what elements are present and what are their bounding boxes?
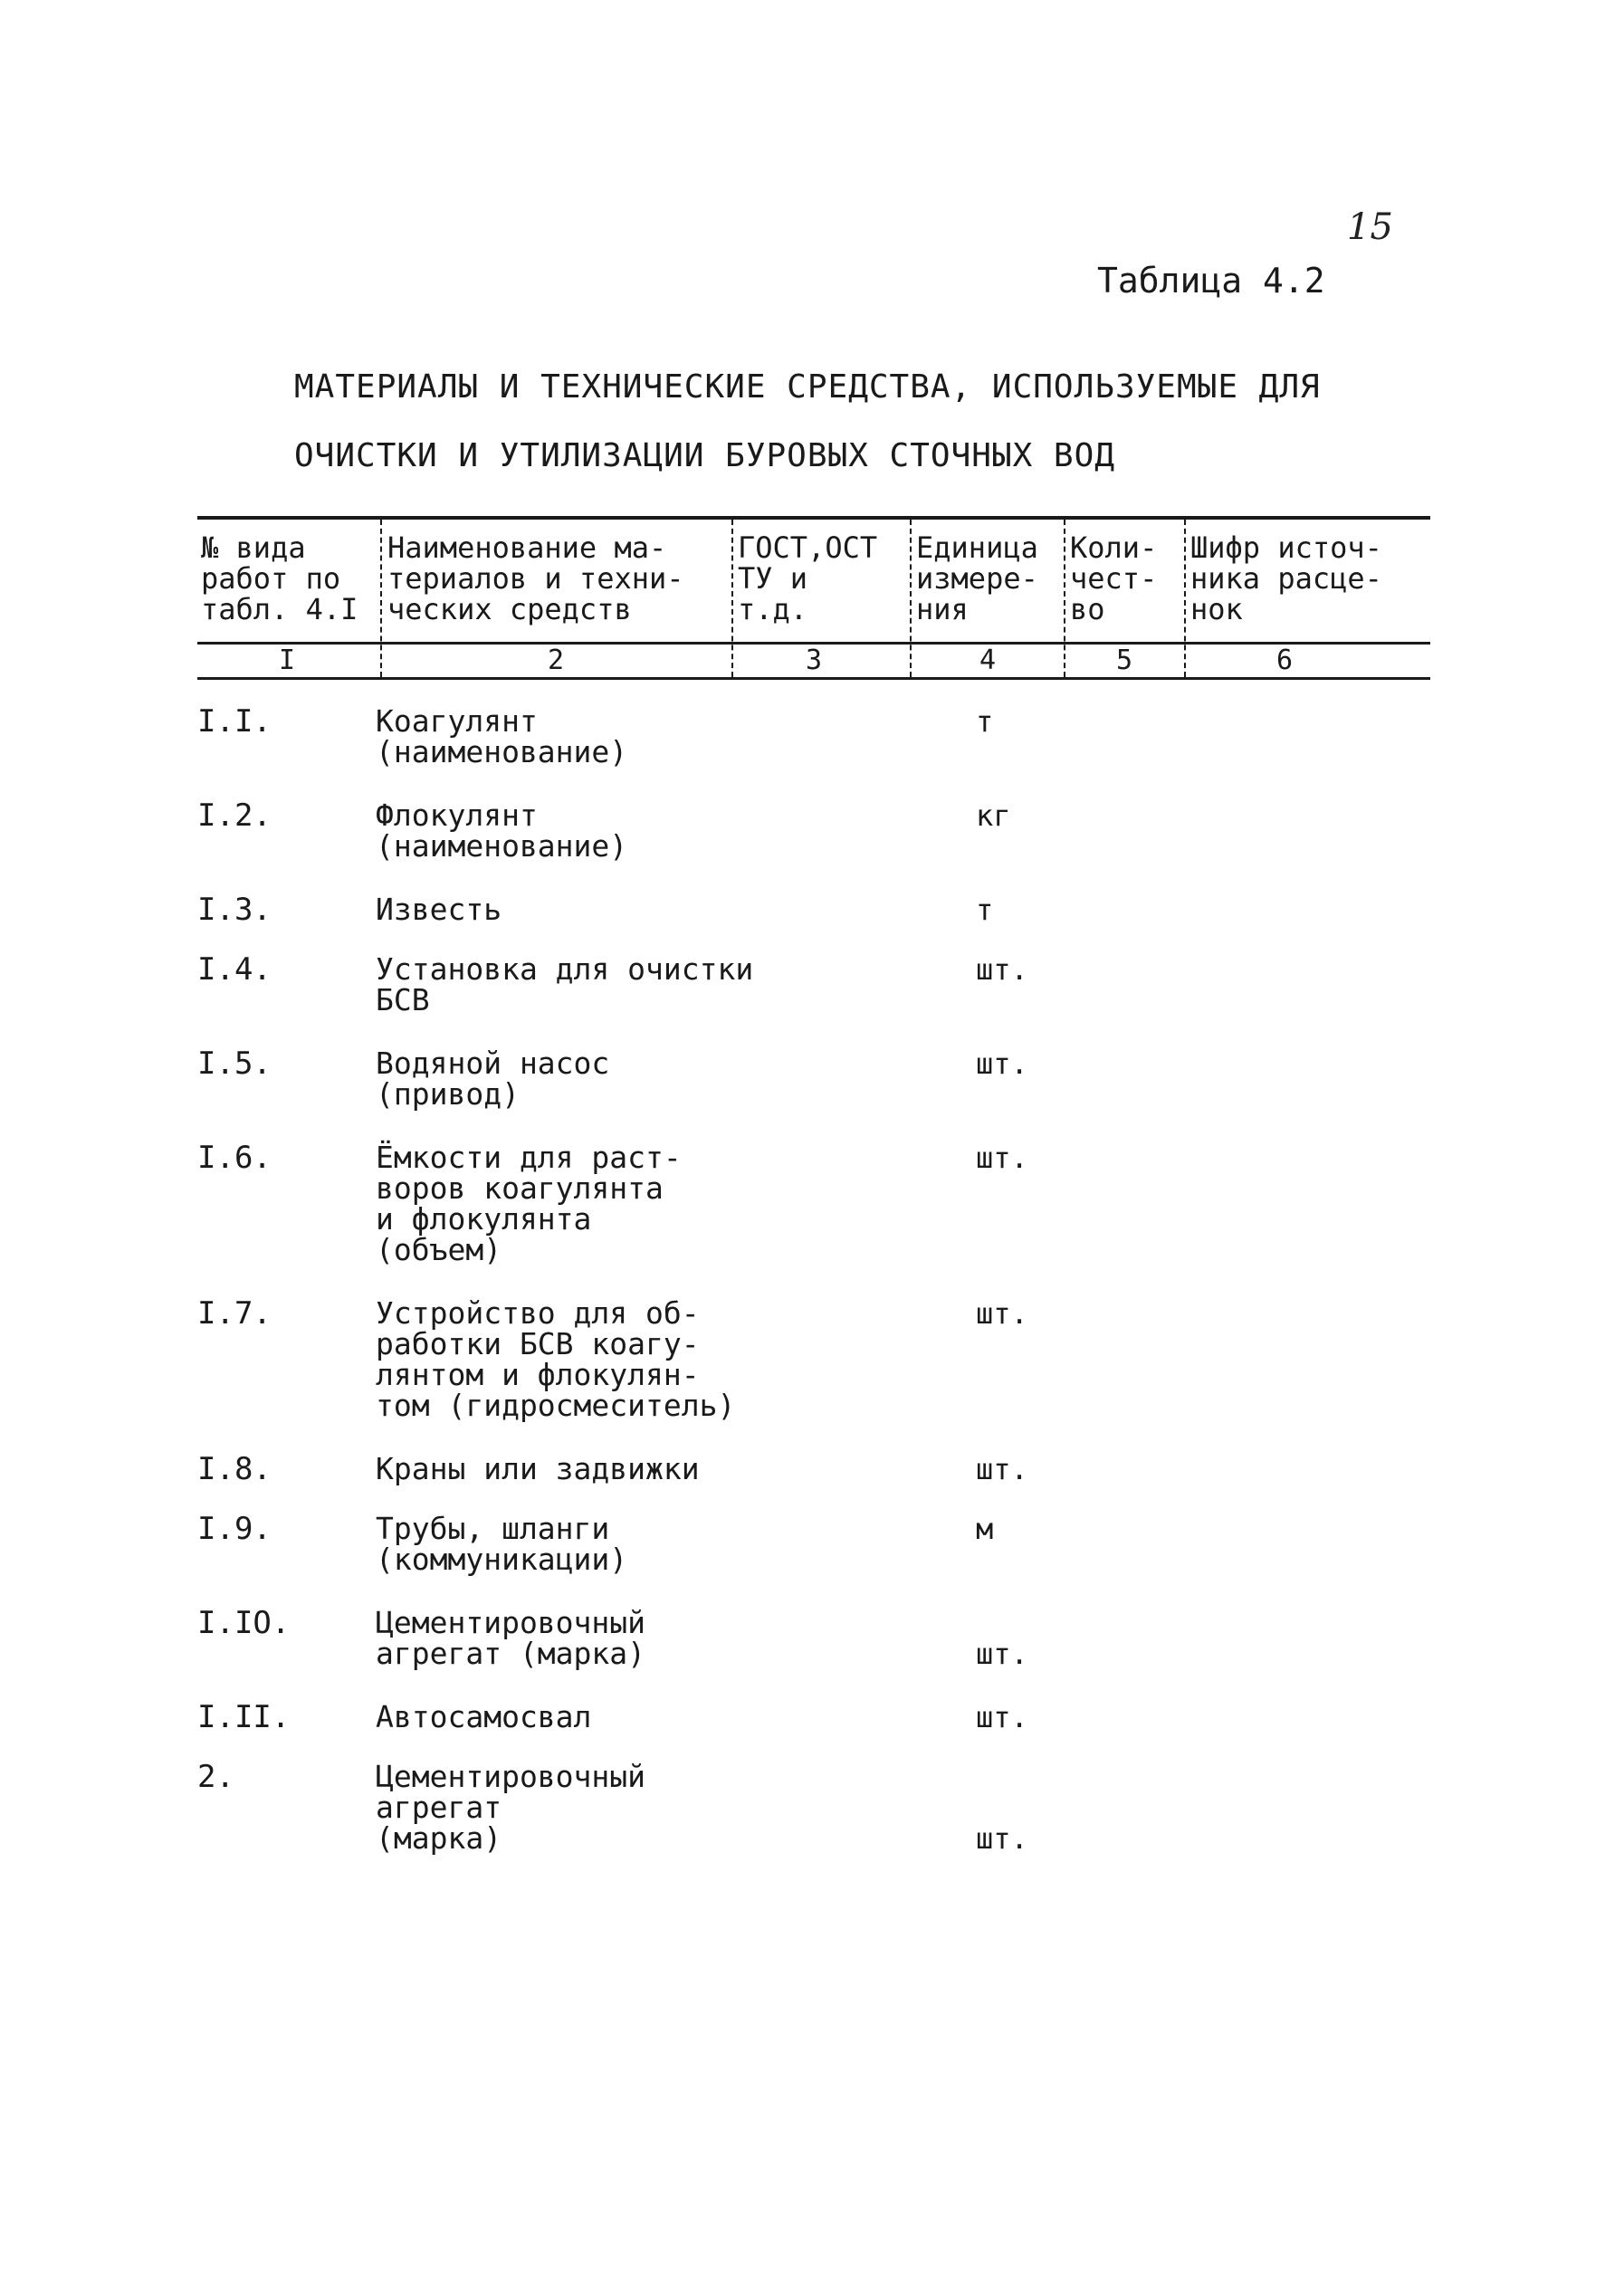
header-cell-name: Наименование ма- териалов и техни- ческих средств <box>387 530 684 626</box>
row-name: Известь <box>376 892 502 927</box>
row-unit: шт. <box>976 952 1028 987</box>
row-number: I.2. <box>197 797 272 834</box>
table-row <box>0 1048 1624 1142</box>
row-unit: т <box>976 893 994 927</box>
row-unit: шт. <box>976 1452 1028 1486</box>
row-name: Краны или задвижки <box>376 1451 700 1486</box>
row-number: I.I. <box>197 703 272 740</box>
row-number: I.4. <box>197 951 272 988</box>
table-row <box>0 951 1624 1048</box>
row-number: I.7. <box>197 1295 272 1332</box>
column-number: 3 <box>806 645 823 676</box>
table-row <box>0 1142 1624 1298</box>
table-row <box>0 1605 1624 1702</box>
table-row <box>0 703 1624 800</box>
row-unit: шт. <box>976 1821 1028 1856</box>
row-name: Водяной насос (привод) <box>376 1046 610 1112</box>
row-unit: шт. <box>976 1046 1028 1081</box>
row-number: I.9. <box>197 1511 272 1547</box>
row-number: I.II. <box>197 1699 291 1735</box>
row-number: I.6. <box>197 1140 272 1176</box>
row-name: Коагулянт (наименование) <box>376 703 628 769</box>
header-cell-unit: Единица измере- ния <box>916 530 1038 626</box>
table-row <box>0 1511 1624 1608</box>
column-number: 6 <box>1276 645 1294 676</box>
table-row <box>0 1295 1624 1454</box>
column-separator <box>1064 520 1065 677</box>
column-number: 4 <box>979 645 997 676</box>
table-row <box>0 1451 1624 1514</box>
row-name: Цементировочный агрегат (марка) <box>376 1605 646 1671</box>
title-line-1: МАТЕРИАЛЫ И ТЕХНИЧЕСКИЕ СРЕДСТВА, ИСПОЛЬЗУЕМЫЕ ДЛЯ <box>294 368 1321 406</box>
table-label: Таблица 4.2 <box>1097 261 1325 301</box>
row-unit: т <box>976 704 994 739</box>
row-name: Ёмкости для раст- воров коагулянта и флокулянта (объем) <box>376 1140 682 1267</box>
row-number: 2. <box>197 1759 234 1795</box>
column-number: I <box>279 645 296 676</box>
row-name: Автосамосвал <box>376 1699 592 1734</box>
table-row <box>0 1759 1624 1888</box>
column-number: 5 <box>1116 645 1133 676</box>
row-unit: шт. <box>976 1296 1028 1331</box>
table-row <box>0 894 1624 954</box>
row-number: I.IO. <box>197 1605 291 1641</box>
row-name: Флокулянт (наименование) <box>376 797 628 864</box>
row-unit: кг <box>976 798 1011 833</box>
row-number: I.5. <box>197 1046 272 1082</box>
row-number: I.3. <box>197 892 272 928</box>
table-row <box>0 1699 1624 1762</box>
row-name: Установка для очистки БСВ <box>376 951 754 1017</box>
column-separator <box>1184 520 1186 677</box>
row-name: Трубы, шланги (коммуникации) <box>376 1511 628 1577</box>
column-number: 2 <box>548 645 565 676</box>
header-cell-price-source: Шифр источ- ника расце- нок <box>1190 530 1382 626</box>
title-line-2: ОЧИСТКИ И УТИЛИЗАЦИИ БУРОВЫХ СТОЧНЫХ ВОД <box>294 437 1115 474</box>
header-cell-quantity: Коли- чест- во <box>1070 530 1158 626</box>
table-top-rule <box>197 516 1430 520</box>
table-body <box>0 703 1624 1888</box>
table-row <box>0 797 1624 894</box>
row-name: Цементировочный агрегат (марка) <box>376 1759 646 1856</box>
column-separator <box>910 520 912 677</box>
column-separator <box>380 520 382 677</box>
header-cell-work-number: № вида работ по табл. 4.I <box>201 530 358 626</box>
document-title <box>294 353 1321 491</box>
row-unit: шт. <box>976 1637 1028 1671</box>
row-unit: м <box>976 1512 994 1546</box>
page-number: 15 <box>1347 206 1393 248</box>
row-name: Устройство для об- работки БСВ коагу- лянтом и флокулян- том (гидросмеситель) <box>376 1295 736 1423</box>
column-separator <box>731 520 733 677</box>
table-numbering-rule <box>197 677 1430 680</box>
row-number: I.8. <box>197 1451 272 1487</box>
header-cell-standard: ГОСТ,ОСТ ТУ и т.д. <box>738 530 878 626</box>
row-unit: шт. <box>976 1141 1028 1175</box>
row-unit: шт. <box>976 1700 1028 1734</box>
